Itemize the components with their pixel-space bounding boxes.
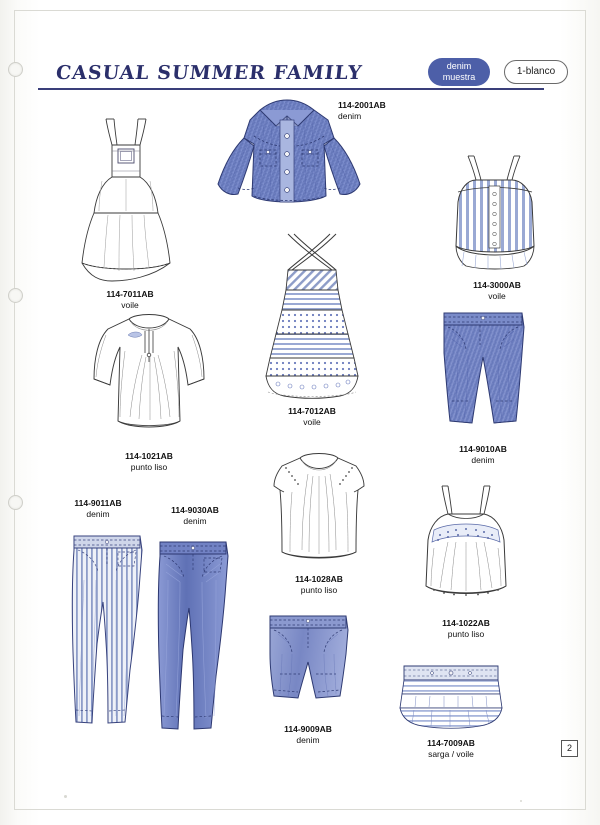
material-label: sarga / voile (428, 749, 474, 759)
code-label: 114-7012AB (288, 406, 336, 416)
material-label: voile (303, 417, 321, 427)
page-title: CASUAL SUMMER FAMILY (54, 62, 364, 84)
illustration-sleeveless-blouse (264, 446, 374, 568)
illustration-jeans-pair (56, 520, 246, 735)
caption-114-7012ab (244, 406, 380, 428)
fig-114-1028ab (264, 446, 374, 596)
illustration-tiered-sundress (68, 105, 192, 283)
illustration-embroidered-tank (404, 478, 528, 614)
caption-114-2001ab (338, 100, 448, 122)
code-label: 114-9011AB (74, 498, 122, 508)
caption-114-9011ab (58, 498, 138, 520)
material-label: voile (488, 291, 506, 301)
binder-hole-icon (8, 62, 23, 77)
illustration-denim-shorts (256, 608, 360, 718)
fig-114-1021ab (84, 305, 214, 473)
scan-speck (520, 800, 522, 802)
fig-jeans-pair (56, 520, 246, 735)
code-label: 114-2001AB (338, 100, 386, 110)
code-label: 114-1022AB (442, 618, 490, 628)
badge-denim-line2: muestra (442, 72, 476, 82)
code-label: 114-1028AB (295, 574, 343, 584)
code-label: 114-7009AB (427, 738, 475, 748)
fig-114-9009ab (256, 608, 360, 746)
caption-114-1022ab (404, 618, 528, 640)
binder-hole-icon (8, 495, 23, 510)
caption-114-1028ab (264, 574, 374, 596)
caption-114-1021ab (84, 451, 214, 473)
material-label: voile (121, 300, 139, 310)
illustration-ruffled-skirt (392, 660, 510, 732)
fig-114-3000ab (438, 140, 556, 302)
fig-114-9010ab (418, 305, 548, 466)
code-label: 114-9009AB (284, 724, 332, 734)
material-label: denim (183, 516, 207, 526)
code-label: 114-7011AB (106, 289, 154, 299)
fig-114-2001ab (208, 92, 386, 234)
material-label: denim (338, 111, 362, 121)
material-label: punto liso (447, 629, 485, 639)
code-label: 114-9010AB (459, 444, 507, 454)
material-label: denim (86, 509, 110, 519)
illustration-tiered-cami-dress (244, 228, 380, 400)
caption-block (58, 498, 138, 520)
badge-denim-line1: denim (446, 61, 472, 71)
binder-hole-icon (8, 288, 23, 303)
title-underline (38, 88, 544, 90)
fig-114-7012ab (244, 228, 380, 428)
badge-blanco: 1-blanco (504, 60, 568, 84)
illustration-three-quarter-sleeve-top (84, 305, 214, 445)
page-header (38, 58, 568, 94)
material-label: punto liso (300, 585, 338, 595)
fig-114-7009ab (392, 660, 510, 760)
material-label: punto liso (130, 462, 168, 472)
badge-denim-muestra (428, 58, 490, 86)
fig-114-1022ab (404, 478, 528, 640)
illustration-denim-bermuda (418, 305, 548, 440)
caption-114-7009ab (392, 738, 510, 760)
scan-speck (64, 795, 67, 798)
material-label: denim (471, 455, 495, 465)
page-number: 2 (561, 740, 578, 757)
fig-114-7011ab (68, 105, 192, 311)
code-label: 114-9030AB (171, 505, 219, 515)
code-label: 114-1021AB (125, 451, 173, 461)
caption-114-9009ab (256, 724, 360, 746)
illustration-striped-camisole (438, 140, 556, 276)
caption-114-9010ab (418, 444, 548, 466)
material-label: denim (296, 735, 320, 745)
code-label: 114-3000AB (473, 280, 521, 290)
caption-114-3000ab (438, 280, 556, 302)
